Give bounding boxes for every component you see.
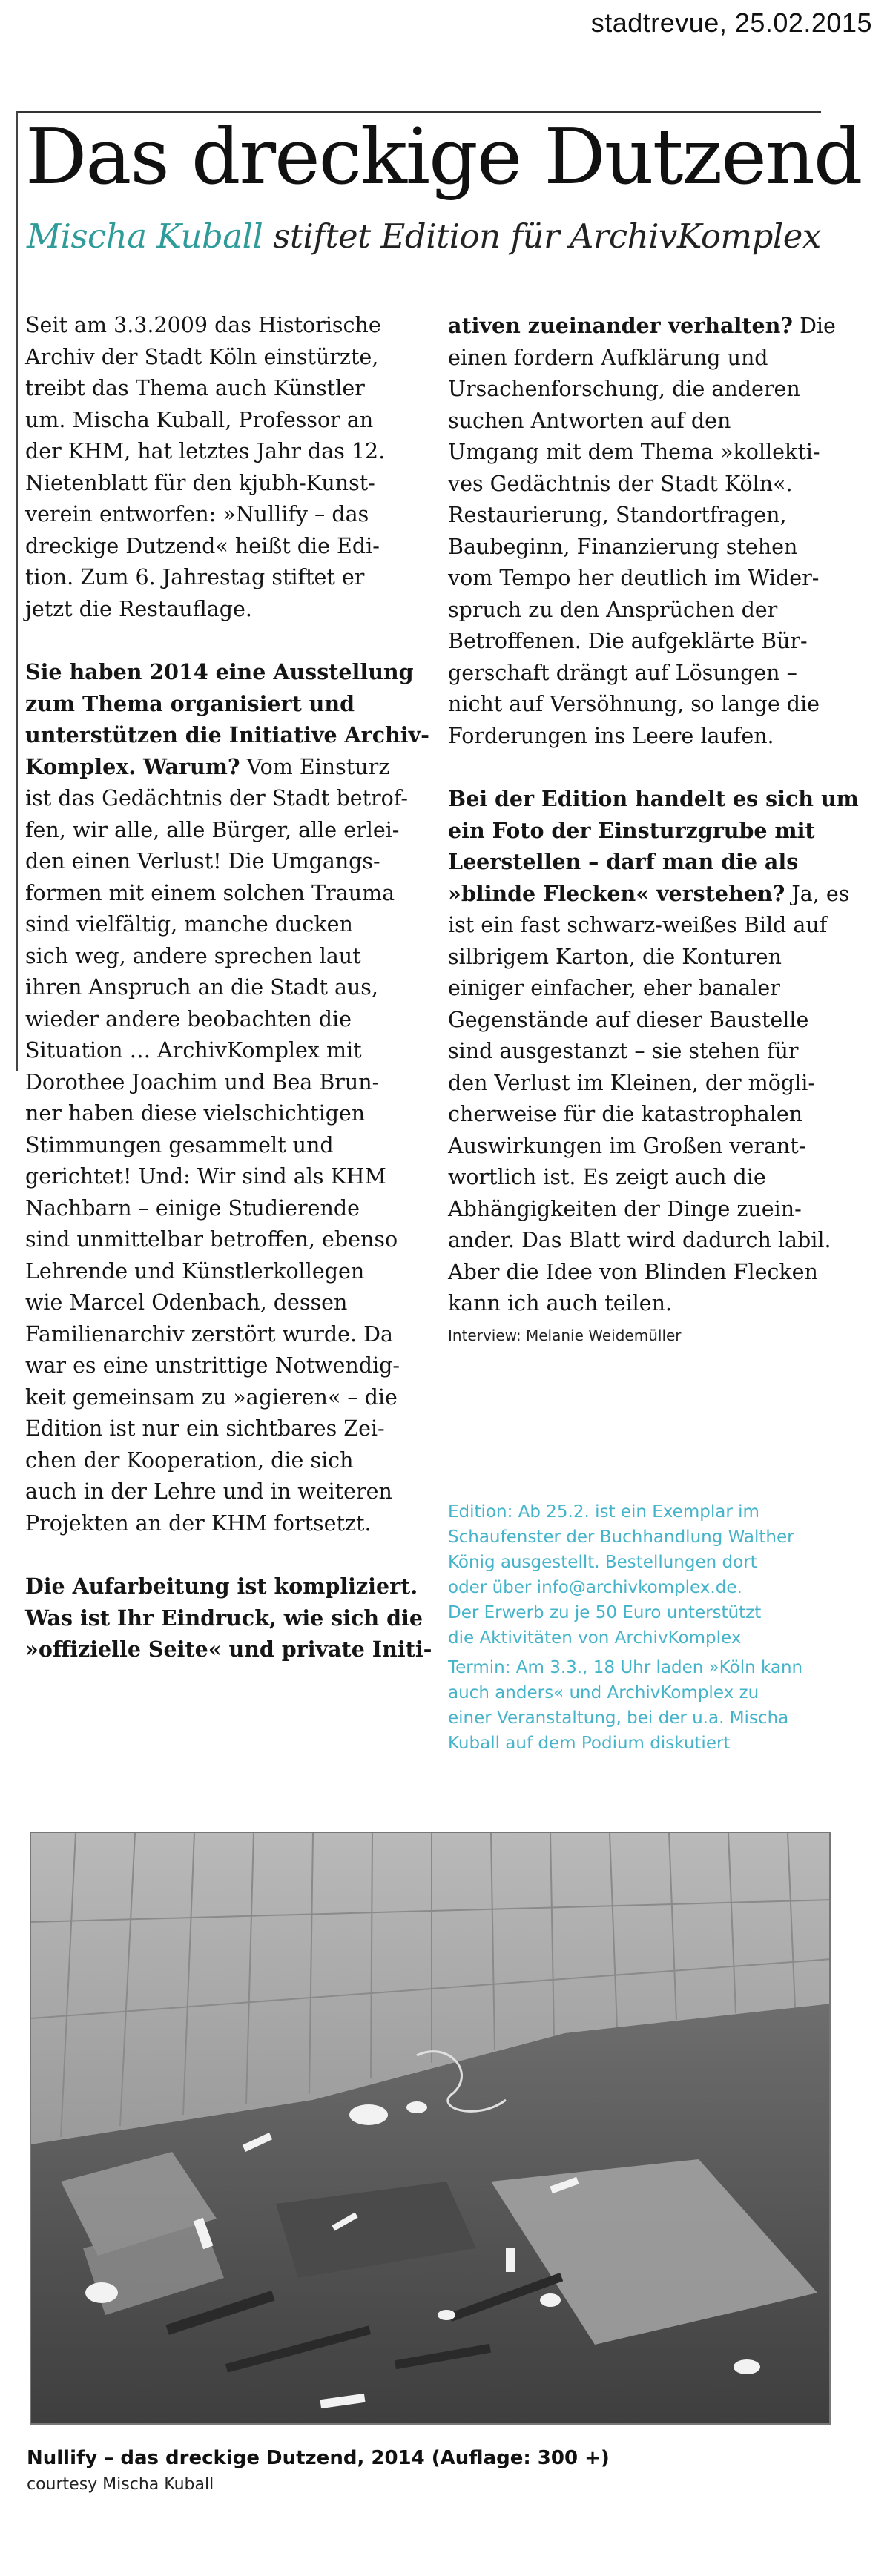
right-column-lines (448, 310, 868, 1320)
info-line: Termin: Am 3.3., 18 Uhr laden »Köln kann (448, 1658, 803, 1677)
photo-caption: Nullify – das dreckige Dutzend, 2014 (Auflage: 300 +) (27, 2447, 610, 2469)
text-line: Bei der Edition handelt es sich um (448, 786, 859, 811)
text-line: ves Gedächtnis der Stadt Köln«. (448, 471, 793, 496)
info-edition (448, 1499, 863, 1651)
left-rule-divider (16, 111, 18, 1071)
text-line (448, 310, 868, 343)
text-line: Gegenstände auf dieser Baustelle (448, 1007, 809, 1032)
info-box (448, 1499, 863, 1756)
subhead-rest: stiftet Edition für ArchivKomplex (263, 217, 821, 256)
publication-source-date: stadtrevue, 25.02.2015 (590, 7, 872, 38)
text-line (448, 878, 868, 911)
text-line: ist das Gedächtnis der Stadt betrof- (25, 786, 408, 810)
text-line: fen, wir alle, alle Bürger, alle erlei- (25, 817, 400, 842)
article-headline: Das dreckige Dutzend (25, 111, 862, 202)
text-line: gerschaft drängt auf Lösungen – (448, 660, 797, 685)
text-line: Stimmungen gesammelt und (25, 1132, 334, 1157)
text-line: sind vielfältig, manche ducken (25, 912, 353, 937)
text-line: Edition ist nur ein sichtbares Zei- (25, 1416, 385, 1441)
text-line: Leerstellen – darf man die als (448, 849, 799, 874)
info-line: oder über info@archivkomplex.de. (448, 1578, 742, 1597)
text-line: war es eine unstrittige Notwendig- (25, 1353, 400, 1378)
text-line: »offizielle Seite« und private Initi- (25, 1637, 432, 1662)
article-subheadline (27, 217, 821, 256)
text-line: kann ich auch teilen. (448, 1291, 673, 1315)
text-line: um. Mischa Kuball, Professor an (25, 407, 374, 432)
text-line: einen fordern Aufklärung und (448, 345, 768, 370)
text-line: der KHM, hat letztes Jahr das 12. (25, 439, 386, 463)
paragraph-gap (448, 752, 868, 783)
text-line: gerichtet! Und: Wir sind als KHM (25, 1164, 386, 1189)
question-text: Komplex. Warum? (25, 753, 240, 779)
text-line: ihren Anspruch an die Stadt aus, (25, 975, 378, 1000)
info-termin (448, 1655, 863, 1756)
info-line: auch anders« und ArchivKomplex zu (448, 1683, 759, 1703)
paragraph-gap (25, 625, 418, 656)
text-line: Baubeginn, Finanzierung stehen (448, 534, 798, 559)
answer-text: Vom Einsturz (240, 754, 390, 779)
text-line: sind ausgestanzt – sie stehen für (448, 1039, 799, 1063)
text-line: spruch zu den Ansprüchen der (448, 597, 778, 622)
text-line: Projekten an der KHM fortsetzt. (25, 1510, 372, 1536)
text-line: Situation … ArchivKomplex mit (25, 1038, 362, 1063)
info-line: Schaufenster der Buchhandlung Walther (448, 1528, 794, 1547)
text-line: sind unmittelbar betroffen, ebenso (25, 1227, 398, 1252)
text-line: Restaurierung, Standortfragen, (448, 503, 787, 527)
text-line: wie Marcel Odenbach, dessen (25, 1290, 348, 1315)
info-line: König ausgestellt. Bestellungen dort (448, 1553, 757, 1572)
question-text: ativen zueinander verhalten? (448, 313, 794, 338)
text-line: jetzt die Restauflage. (25, 596, 252, 621)
left-text-column (25, 310, 432, 1665)
text-line: silbrigem Karton, die Konturen (448, 944, 782, 969)
right-text-column (448, 310, 868, 1347)
text-line: Abhängigkeiten der Dinge zuein- (448, 1196, 802, 1221)
text-line: Ursachenforschung, die anderen (448, 377, 800, 401)
text-line: Was ist Ihr Eindruck, wie sich die (25, 1605, 423, 1631)
text-line (25, 751, 418, 784)
text-line: Forderungen ins Leere laufen. (448, 723, 774, 748)
text-line: Auswirkungen im Großen verant- (448, 1133, 806, 1158)
answer-text: Ja, es (785, 881, 850, 906)
text-line: chen der Kooperation, die sich (25, 1447, 354, 1473)
text-line: Umgang mit dem Thema »kollekti- (448, 440, 820, 464)
text-line: Nachbarn – einige Studierende (25, 1195, 360, 1221)
excavation-pit-photo (31, 1833, 831, 2425)
text-line: unterstützen die Initiative Archiv- (25, 722, 429, 747)
text-line: ner haben diese vielschichtigen (25, 1101, 366, 1126)
text-line: ander. Das Blatt wird dadurch labil. (448, 1228, 831, 1252)
text-line: den Verlust im Kleinen, der mögli- (448, 1070, 815, 1095)
text-line: Die Aufarbeitung ist kompliziert. (25, 1573, 418, 1599)
text-line: zum Thema organisiert und (25, 690, 355, 716)
text-line: wortlich ist. Es zeigt auch die (448, 1165, 766, 1189)
info-line: Kuball auf dem Podium diskutiert (448, 1734, 731, 1753)
text-line: ist ein fast schwarz-weißes Bild auf (448, 913, 828, 937)
text-line: Aber die Idee von Blinden Flecken (448, 1259, 818, 1284)
text-line: formen mit einem solchen Trauma (25, 880, 395, 905)
article-photo (30, 1832, 831, 2425)
text-line: keit gemeinsam zu »agieren« – die (25, 1384, 398, 1410)
info-line: einer Veranstaltung, bei der u.a. Mischa (448, 1708, 789, 1728)
interview-credit: Interview: Melanie Weidemüller (448, 1326, 682, 1344)
info-line: Edition: Ab 25.2. ist ein Exemplar im (448, 1502, 759, 1522)
text-line: cherweise für die katastrophalen (448, 1102, 803, 1126)
text-line: den einen Verlust! Die Umgangs- (25, 849, 380, 873)
photo-courtesy: courtesy Mischa Kuball (27, 2475, 214, 2494)
subhead-artist-name: Mischa Kuball (27, 217, 263, 256)
text-line: Nietenblatt für den kjubh-Kunst- (25, 470, 375, 495)
text-line: treibt das Thema auch Künstler (25, 376, 365, 400)
text-line: tion. Zum 6. Jahrestag stiftet er (25, 565, 365, 589)
text-line: dreckige Dutzend« heißt die Edi- (25, 533, 380, 558)
text-line: auch in der Lehre und in weiteren (25, 1479, 392, 1504)
text-line: Seit am 3.3.2009 das Historische (25, 313, 381, 337)
info-line: Der Erwerb zu je 50 Euro unterstützt (448, 1603, 762, 1622)
text-line: Betroffenen. Die aufgeklärte Bür- (448, 629, 808, 653)
text-line: sich weg, andere sprechen laut (25, 943, 361, 968)
question-text: »blinde Flecken« verstehen? (448, 880, 785, 906)
text-line: ein Foto der Einsturzgrube mit (448, 817, 815, 843)
text-line: nicht auf Versöhnung, so lange die (448, 692, 820, 716)
text-line: Familienarchiv zerstört wurde. Da (25, 1321, 393, 1347)
answer-text: Die (793, 314, 836, 338)
paragraph-gap (25, 1539, 418, 1571)
text-line: Lehrende und Künstlerkollegen (25, 1258, 365, 1284)
text-line: Sie haben 2014 eine Ausstellung (25, 659, 414, 684)
text-line: verein entworfen: »Nullify – das (25, 502, 369, 526)
text-line: suchen Antworten auf den (448, 408, 731, 433)
text-line: wieder andere beobachten die (25, 1006, 352, 1031)
text-line: einiger einfacher, eher banaler (448, 976, 780, 1000)
text-line: Dorothee Joachim und Bea Brun- (25, 1069, 380, 1094)
text-line: Archiv der Stadt Köln einstürzte, (25, 344, 379, 369)
info-line: die Aktivitäten von ArchivKomplex (448, 1628, 742, 1648)
text-line: vom Tempo her deutlich im Wider- (448, 566, 820, 590)
